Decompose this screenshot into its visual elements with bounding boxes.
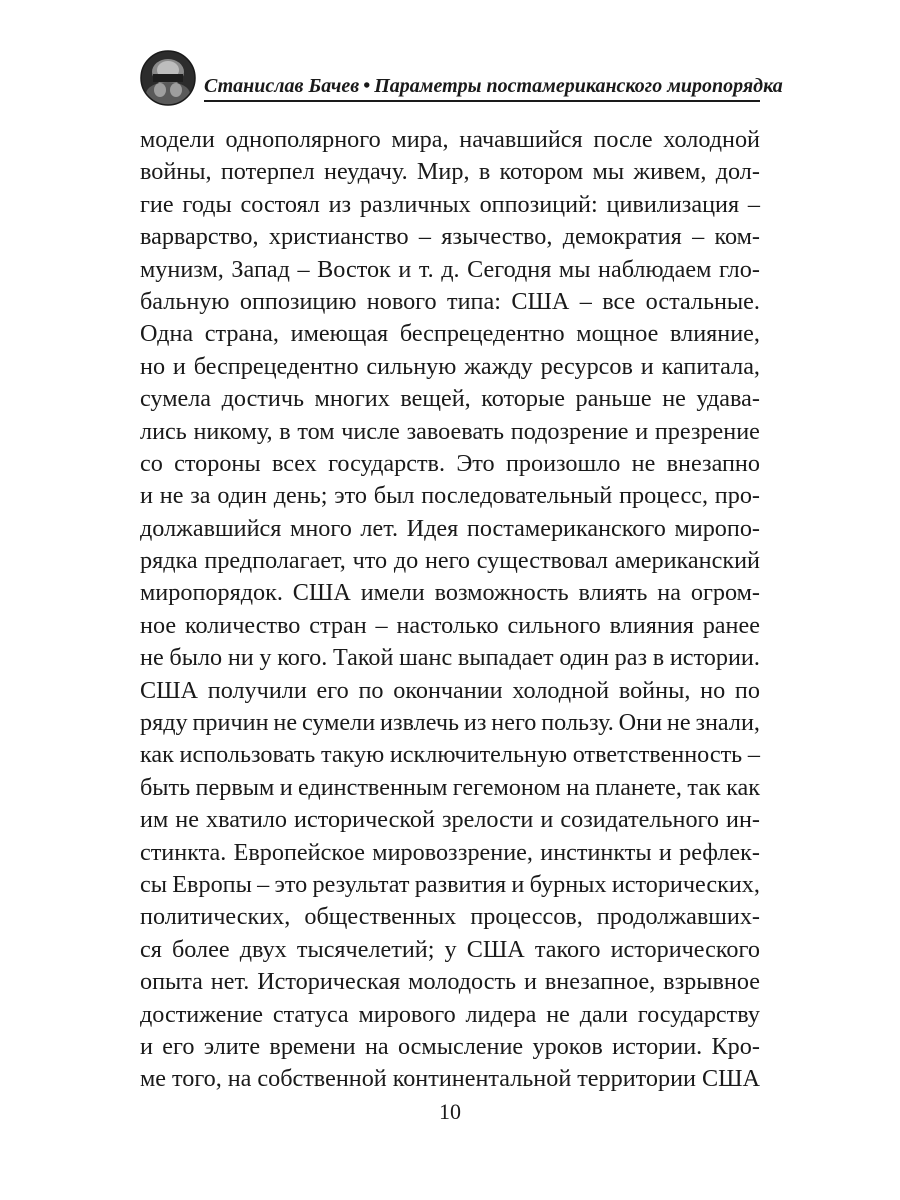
text-line: ряду причин не сумели извлечь из него пользу. Они не знали, [140, 709, 760, 737]
running-head-separator: • [363, 75, 371, 97]
page-number: 10 [439, 1099, 461, 1124]
text-line: им не хватило исторической зрелости и созидательного ин- [140, 806, 760, 834]
text-line: войны, потерпел неудачу. Мир, в котором мы живем, дол- [140, 158, 760, 186]
text-line: США получили его по окончании холодной войны, но по [140, 676, 760, 704]
text-line: должавшийся много лет. Идея постамериканского миропо- [140, 514, 760, 542]
author-portrait-icon [140, 50, 196, 106]
text-line: бальную оппозицию нового типа: США – все остальные. [140, 287, 760, 315]
text-line: мунизм, Запад – Восток и т. д. Сегодня мы наблюдаем гло- [140, 255, 760, 283]
text-line: стинкта. Европейское мировоззрение, инстинкты и рефлек- [140, 838, 760, 866]
running-head-author: Станислав Бачев [204, 75, 360, 97]
text-line: и его элите времени на осмысление уроков истории. Кро- [140, 1032, 760, 1060]
text-line: не было ни у кого. Такой шанс выпадает один раз в истории. [140, 644, 760, 672]
text-line: достижение статуса мирового лидера не дали государству [140, 1000, 760, 1028]
text-line: рядка предполагает, что до него существовал американский [140, 547, 760, 575]
text-line: гие годы состоял из различных оппозиций: цивилизация – [140, 190, 760, 218]
text-line: варварство, христианство – язычество, демократия – ком- [140, 223, 760, 251]
header-rule [204, 100, 760, 102]
text-line: Одна страна, имеющая беспрецедентно мощное влияние, [140, 320, 760, 348]
text-line: ся более двух тысячелетий; у США такого исторического [140, 935, 760, 963]
body-text [140, 124, 760, 1096]
running-head-title: Параметры постамериканского миропорядка [374, 75, 783, 97]
text-line: но и беспрецедентно сильную жажду ресурсов и капитала, [140, 352, 760, 380]
text-line: опыта нет. Историческая молодость и внезапное, взрывное [140, 968, 760, 996]
text-line: политических, общественных процессов, продолжавших- [140, 903, 760, 931]
text-line: как использовать такую исключительную ответственность – [140, 741, 760, 769]
text-line: со стороны всех государств. Это произошло не внезапно [140, 449, 760, 477]
text-line: ное количество стран – настолько сильного влияния ранее [140, 611, 760, 639]
text-line: лись никому, в том числе завоевать подозрение и презрение [140, 417, 760, 445]
text-line: сумела достичь многих вещей, которые раньше не удава- [140, 385, 760, 413]
text-line: и не за один день; это был последовательный процесс, про- [140, 482, 760, 510]
text-line: миропорядок. США имели возможность влиять на огром- [140, 579, 760, 607]
text-line: сы Европы – это результат развития и бурных исторических, [140, 870, 760, 898]
text-line: ме того, на собственной континентальной территории США [140, 1065, 760, 1093]
text-line: модели однополярного мира, начавшийся после холодной [140, 126, 760, 153]
running-head-text [204, 72, 783, 100]
text-line: быть первым и единственным гегемоном на планете, так как [140, 773, 760, 801]
running-header [140, 50, 783, 106]
